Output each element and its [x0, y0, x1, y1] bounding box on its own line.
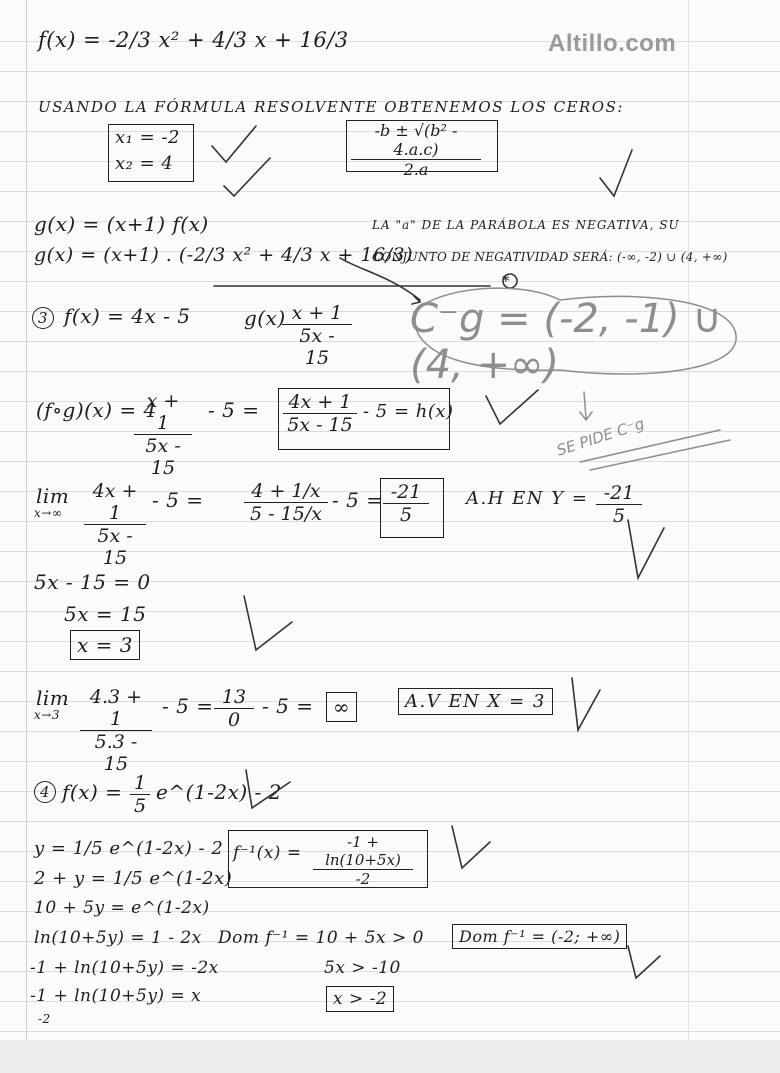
limit2-numerator: 4.3 + 1	[80, 686, 152, 731]
limit1-label: lim	[36, 484, 70, 508]
formula-denominator: 2.a	[403, 160, 429, 179]
horizontal-asymptote: A.H EN Y =	[466, 488, 589, 509]
checkmark-roots-1	[212, 126, 256, 162]
pencil-correction-outline	[414, 288, 736, 374]
function-definition: f(x) = -2/3 x² + 4/3 x + 16/3	[38, 28, 349, 52]
exp-function-tail: e^(1-2x) - 2	[156, 780, 282, 804]
limit2-minus2: - 5 =	[262, 694, 314, 718]
checkmark-formula	[600, 150, 632, 196]
formula-numerator: -b ± √(b² - 4.a.c)	[351, 121, 481, 160]
inverse-step-7: -2	[38, 1012, 51, 1026]
f-linear-definition: f(x) = 4x - 5	[64, 304, 191, 328]
inverse-step-6: -1 + ln(10+5y) = x	[30, 986, 202, 1006]
inverse-step-2: 2 + y = 1/5 e^(1-2x)	[34, 868, 233, 889]
h-numerator: 4x + 1	[283, 391, 357, 414]
pencil-correction: C⁻g = (-2, -1) ∪ (4, +∞)	[410, 296, 722, 388]
inverse-step-1: y = 1/5 e^(1-2x) - 2	[34, 838, 224, 859]
roots-intro: USANDO LA FÓRMULA RESOLVENTE OBTENEMOS LOS CEROS:	[38, 98, 624, 116]
limit2-subscript: x→3	[34, 708, 60, 722]
root-two: x₂ = 4	[115, 153, 174, 174]
negativity-note-line2: CONJUNTO DE NEGATIVIDAD SERÁ: (-∞, -2) ∪ (4, +∞)	[372, 250, 728, 264]
g-numerator: x + 1	[282, 302, 352, 325]
g-definition-2: g(x) = (x+1) . (-2/3 x² + 4/3 x + 16/3)	[34, 244, 414, 266]
g-definition-1: g(x) = (x+1) f(x)	[34, 212, 209, 236]
limit2-result: ∞	[326, 692, 357, 722]
arrow-to-correction	[340, 258, 420, 300]
h-denominator: 5x - 15	[287, 414, 353, 436]
inverse-numerator: -1 + ln(10+5x)	[313, 833, 413, 870]
composition-prefix: (f∘g)(x) = 4	[36, 398, 157, 422]
limit2-denominator: 5.3 - 15	[94, 731, 138, 775]
exp-function-prefix: f(x) =	[62, 780, 123, 804]
section4-number: 4	[34, 781, 56, 803]
inverse-prefix: f⁻¹(x) =	[233, 843, 302, 863]
watermark-logo: Altillo.com	[548, 30, 677, 57]
checkmark-ha	[628, 520, 664, 578]
root-one: x₁ = -2	[115, 127, 180, 148]
domain-step-2: 5x > -10	[324, 958, 401, 978]
domain-step-1: Dom f⁻¹ = 10 + 5x > 0	[218, 928, 424, 948]
checkmark-roots-2	[224, 158, 270, 196]
limit2-mid-denominator: 0	[227, 709, 241, 731]
star-mark: *	[502, 272, 510, 290]
composition-tail: - 5 =	[208, 398, 260, 422]
checkmark-composition	[486, 390, 538, 424]
vertical-asymptote: A.V EN X = 3	[398, 688, 553, 715]
pencil-note: SE PIDE C⁻g	[554, 414, 647, 460]
section3-number: 3	[32, 307, 54, 329]
arrow-head	[412, 296, 420, 304]
limit1-mid-denominator: 5 - 15/x	[250, 503, 322, 525]
checkmark-domain	[628, 946, 660, 978]
inverse-step-4: ln(10+5y) = 1 - 2x	[34, 928, 202, 948]
limit2-minus: - 5 =	[162, 694, 214, 718]
exp-denominator: 5	[134, 795, 147, 817]
limit1-subscript: x→∞	[34, 506, 63, 520]
checkmark-av	[572, 678, 600, 730]
checkmark-inverse	[452, 826, 490, 868]
star-circle	[503, 274, 517, 288]
equation-step-1: 5x - 15 = 0	[34, 570, 151, 594]
domain-step-3: x > -2	[326, 986, 394, 1012]
composition-numerator: x + 1	[134, 390, 192, 435]
g-rational-prefix: g(x)	[244, 306, 286, 330]
pencil-underlines	[580, 430, 730, 470]
limit1-numerator: 4x + 1	[84, 480, 146, 525]
inverse-denominator: -2	[355, 870, 371, 888]
limit1-result-numerator: -21	[383, 481, 429, 504]
checkmark-equation	[244, 596, 292, 650]
inverse-domain-box: Dom f⁻¹ = (-2; +∞)	[452, 924, 627, 949]
limit2-mid-numerator: 13	[214, 686, 254, 709]
h-tail: - 5 = h(x)	[363, 401, 454, 422]
limit1-minus: - 5 =	[152, 488, 204, 512]
ha-numerator: -21	[596, 482, 642, 505]
pencil-arrow-down	[580, 392, 592, 420]
equation-step-3: x = 3	[70, 630, 140, 660]
inverse-step-5: -1 + ln(10+5y) = -2x	[30, 958, 219, 978]
limit2-label: lim	[36, 686, 70, 710]
equation-step-2: 5x = 15	[64, 602, 147, 626]
ha-denominator: 5	[612, 505, 626, 527]
negativity-note-line1: LA "a" DE LA PARÁBOLA ES NEGATIVA, SU	[372, 218, 680, 232]
limit1-result-denominator: 5	[399, 504, 413, 526]
limit1-mid-numerator: 4 + 1/x	[244, 480, 328, 503]
limit1-denominator: 5x - 15	[97, 525, 133, 569]
composition-denominator: 5x - 15	[145, 435, 181, 479]
checkmark-section4	[246, 770, 290, 808]
exp-numerator: 1	[130, 772, 150, 795]
g-denominator: 5x - 15	[299, 325, 335, 369]
limit1-minus2: - 5 =	[332, 488, 384, 512]
inverse-step-3: 10 + 5y = e^(1-2x)	[34, 898, 210, 918]
